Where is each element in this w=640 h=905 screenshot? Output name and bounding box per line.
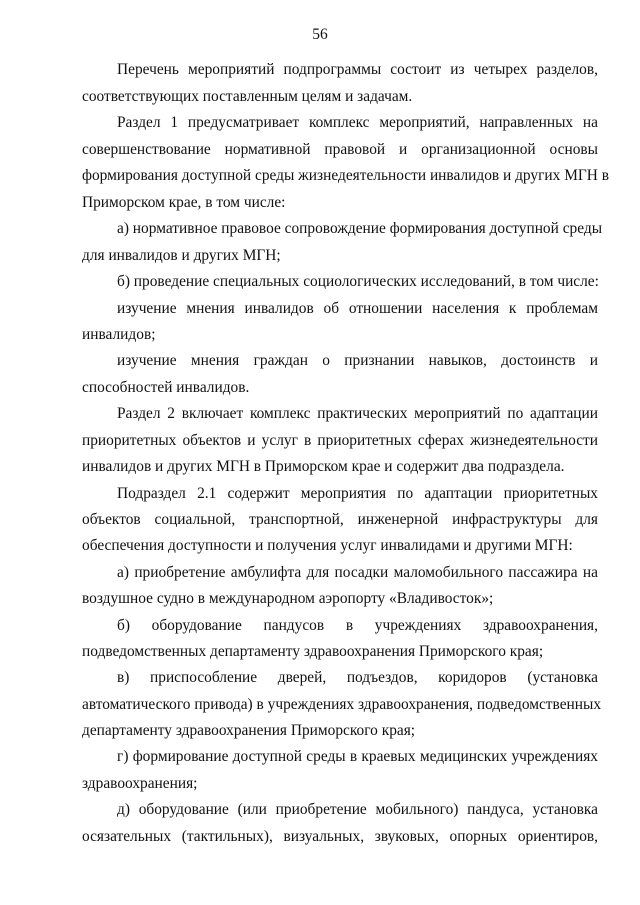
text-line: Перечень мероприятий подпрограммы состоит из четырех разделов, xyxy=(117,61,598,78)
text-line: б) оборудование пандусов в учреждениях здравоохранения, xyxy=(117,617,598,634)
text-line: Раздел 1 предусматривает комплекс мероприятий, направленных на xyxy=(117,114,598,131)
text-line: Приморском крае, в том числе: xyxy=(82,194,286,211)
text-line: совершенствование нормативной правовой и организационной основы xyxy=(82,141,598,158)
text-line: б) проведение специальных социологических исследований, в том числе: xyxy=(117,273,599,290)
text-line: воздушное судно в международном аэропорту «Владивосток»; xyxy=(82,590,494,607)
text-line: департаменту здравоохранения Приморского края; xyxy=(82,722,416,739)
text-line: инвалидов; xyxy=(82,326,156,343)
text-line: приоритетных объектов и услуг в приоритетных сферах жизнедеятельности xyxy=(82,432,598,449)
text-line: д) оборудование (или приобретение мобильного) пандуса, установка xyxy=(117,801,598,818)
text-line: изучение мнения граждан о признании навыков, достоинств и xyxy=(117,352,598,369)
text-line: обеспечения доступности и получения услуг инвалидами и другими МГН: xyxy=(82,537,573,554)
text-line: подведомственных департаменту здравоохранения Приморского края; xyxy=(82,643,544,660)
text-line: Подраздел 2.1 содержит мероприятия по адаптации приоритетных xyxy=(117,485,598,502)
text-line: инвалидов и других МГН в Приморском крае и содержит два подраздела. xyxy=(82,458,565,475)
text-line: а) нормативное правовое сопровождение формирования доступной среды xyxy=(117,220,603,237)
text-line: в) приспособление дверей, подъездов, коридоров (установка xyxy=(117,669,598,686)
text-line: для инвалидов и других МГН; xyxy=(82,247,281,264)
text-line: соответствующих поставленным целям и задачам. xyxy=(82,88,413,105)
page-number: 56 xyxy=(312,26,328,43)
text-line: объектов социальной, транспортной, инженерной инфраструктуры для xyxy=(82,511,598,528)
text-line: формирования доступной среды жизнедеятельности инвалидов и других МГН в xyxy=(82,167,610,184)
text-line: Раздел 2 включает комплекс практических мероприятий по адаптации xyxy=(117,405,598,422)
text-line: способностей инвалидов. xyxy=(82,379,250,396)
text-line: здравоохранения; xyxy=(82,775,198,792)
text-line: изучение мнения инвалидов об отношении населения к проблемам xyxy=(117,300,598,317)
text-line: осязательных (тактильных), визуальных, звуковых, опорных ориентиров, xyxy=(82,828,598,845)
text-line: г) формирование доступной среды в краевых медицинских учреждениях xyxy=(117,748,598,765)
text-line: автоматического привода) в учреждениях здравоохранения, подведомственных xyxy=(82,696,602,713)
text-line: а) приобретение амбулифта для посадки маломобильного пассажира на xyxy=(117,564,598,581)
